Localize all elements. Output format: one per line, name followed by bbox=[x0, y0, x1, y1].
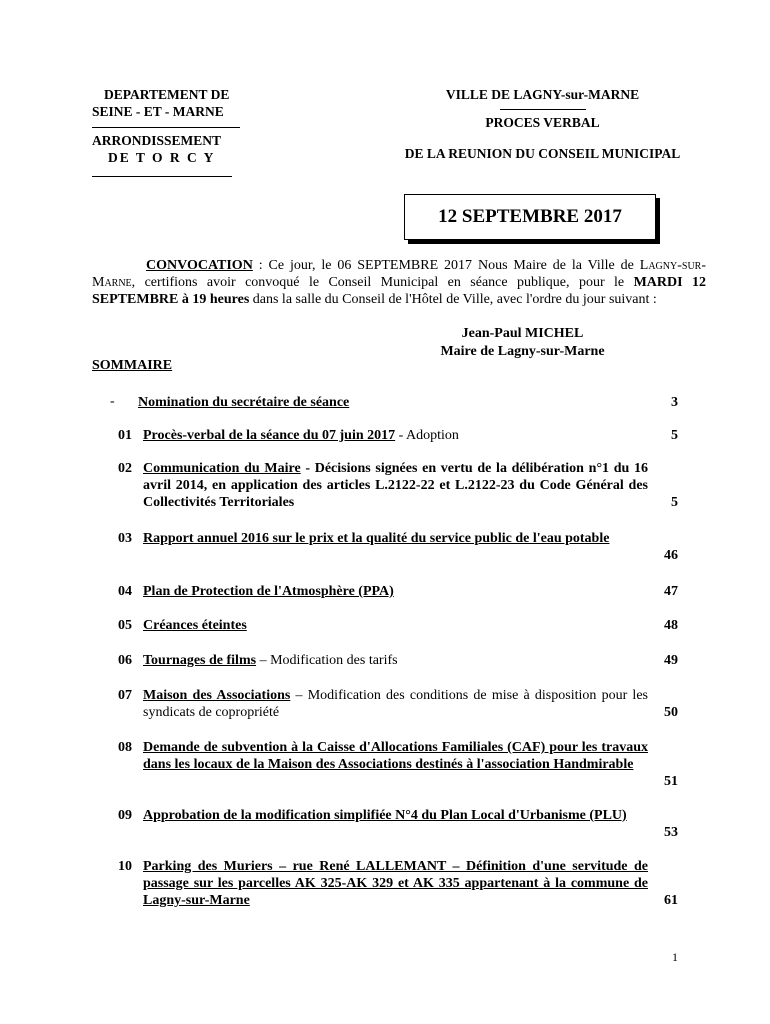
department-name: SEINE - ET - MARNE bbox=[92, 104, 224, 119]
item-title: Parking des Muriers – rue René LALLEMANT – Définition d'une servitude de passage sur les parcelles AK 325-AK 329 et AK 335 appartenant à la commune de Lagny-sur-Marne bbox=[143, 859, 648, 908]
arrondissement-label: ARRONDISSEMENT bbox=[92, 133, 222, 148]
mayor-title: Maire de Lagny-sur-Marne bbox=[440, 344, 605, 359]
signature-block bbox=[400, 325, 645, 361]
convocation-label: CONVOCATION bbox=[146, 258, 253, 273]
city-name: VILLE DE LAGNY-sur-MARNE bbox=[445, 87, 640, 102]
item-page: 5 bbox=[671, 428, 678, 443]
divider bbox=[92, 166, 232, 177]
item-title: Tournages de films bbox=[143, 653, 257, 668]
list-item bbox=[118, 583, 678, 600]
document-subtitle: DE LA REUNION DU CONSEIL MUNICIPAL bbox=[404, 146, 681, 161]
item-title: Procès-verbal de la séance du 07 juin 2017 bbox=[143, 428, 396, 443]
item-page: 5 bbox=[671, 495, 678, 510]
list-item bbox=[118, 858, 678, 909]
list-item bbox=[138, 394, 678, 411]
convocation-text: dans la salle du Conseil de l'Hôtel de Ville, avec l'ordre du jour suivant : bbox=[249, 292, 657, 307]
item-page: 48 bbox=[664, 618, 678, 633]
item-title: Plan de Protection de l'Atmosphère (PPA) bbox=[143, 584, 394, 599]
item-number: 08 bbox=[118, 740, 132, 755]
convocation-text: : Ce jour, le 06 SEPTEMBRE 2017 Nous Maire de la Ville de bbox=[252, 258, 640, 273]
item-number: 04 bbox=[118, 584, 132, 599]
document-type: PROCES VERBAL bbox=[485, 115, 600, 130]
convocation-city: Lagny-sur-Marne bbox=[92, 258, 706, 290]
list-item bbox=[118, 739, 678, 789]
item-page: 47 bbox=[664, 584, 678, 599]
item-page: 53 bbox=[664, 825, 678, 840]
list-item bbox=[118, 617, 678, 634]
divider bbox=[500, 105, 586, 110]
item-page: 51 bbox=[664, 774, 678, 789]
item-number: 03 bbox=[118, 531, 132, 546]
item-page: 46 bbox=[664, 548, 678, 563]
list-item bbox=[118, 530, 678, 563]
item-page: 61 bbox=[664, 893, 678, 908]
item-number: 02 bbox=[118, 461, 132, 476]
list-item bbox=[118, 427, 678, 444]
item-title: Maison des Associations bbox=[143, 688, 291, 703]
item-title: Rapport annuel 2016 sur le prix et la qualité du service public de l'eau potable bbox=[143, 531, 610, 546]
meeting-date-box bbox=[404, 194, 656, 240]
item-rest: - Adoption bbox=[395, 428, 459, 443]
arrondissement-name: DE T O R C Y bbox=[108, 150, 216, 165]
convocation-text: , certifions avoir convoqué le Conseil Municipal en séance publique, pour le bbox=[131, 275, 634, 290]
item-title: Approbation de la modification simplifiée N°4 du Plan Local d'Urbanisme (PLU) bbox=[143, 808, 627, 823]
item-number: 05 bbox=[118, 618, 132, 633]
item-page: 50 bbox=[664, 705, 678, 720]
header-left bbox=[92, 86, 242, 177]
header-right bbox=[380, 86, 705, 162]
item-number: 06 bbox=[118, 653, 132, 668]
item-title: Nomination du secrétaire de séance bbox=[138, 395, 350, 410]
item-number: 01 bbox=[118, 428, 132, 443]
item-rest: - Décisions signées en vertu de la délibération n°1 du 16 avril 2014, en application des articles L.2122-22 et L.2122-23 du Code Général des Collectivités Territoriales bbox=[143, 461, 648, 510]
item-page: 49 bbox=[664, 653, 678, 668]
sommaire-heading: SOMMAIRE bbox=[92, 358, 173, 373]
item-rest: – Modification des tarifs bbox=[256, 653, 398, 668]
item-title: Créances éteintes bbox=[143, 618, 247, 633]
item-bullet: - bbox=[110, 394, 115, 409]
list-item bbox=[118, 460, 678, 511]
item-title: Demande de subvention à la Caisse d'Allocations Familiales (CAF) pour les travaux dans les locaux de la Maison des Associations destinés à l'association Handmirable bbox=[143, 740, 648, 772]
item-number: 07 bbox=[118, 688, 132, 703]
list-item bbox=[118, 652, 678, 669]
list-item bbox=[118, 807, 678, 840]
mayor-name: Jean-Paul MICHEL bbox=[461, 326, 584, 341]
meeting-date: 12 SEPTEMBRE 2017 bbox=[438, 206, 622, 227]
item-rest: – Modification des conditions de mise à disposition pour les syndicats de copropriété bbox=[143, 688, 648, 720]
divider bbox=[92, 121, 240, 128]
item-number: 10 bbox=[118, 859, 132, 874]
list-item bbox=[118, 687, 678, 721]
item-number: 09 bbox=[118, 808, 132, 823]
item-page: 3 bbox=[671, 395, 678, 410]
convocation-date: MARDI 12 SEPTEMBRE à 19 heures bbox=[92, 275, 706, 307]
item-title: Communication du Maire bbox=[143, 461, 301, 476]
convocation-paragraph bbox=[92, 257, 706, 308]
department-label: DEPARTEMENT DE bbox=[104, 87, 230, 102]
page-number: 1 bbox=[672, 950, 678, 964]
